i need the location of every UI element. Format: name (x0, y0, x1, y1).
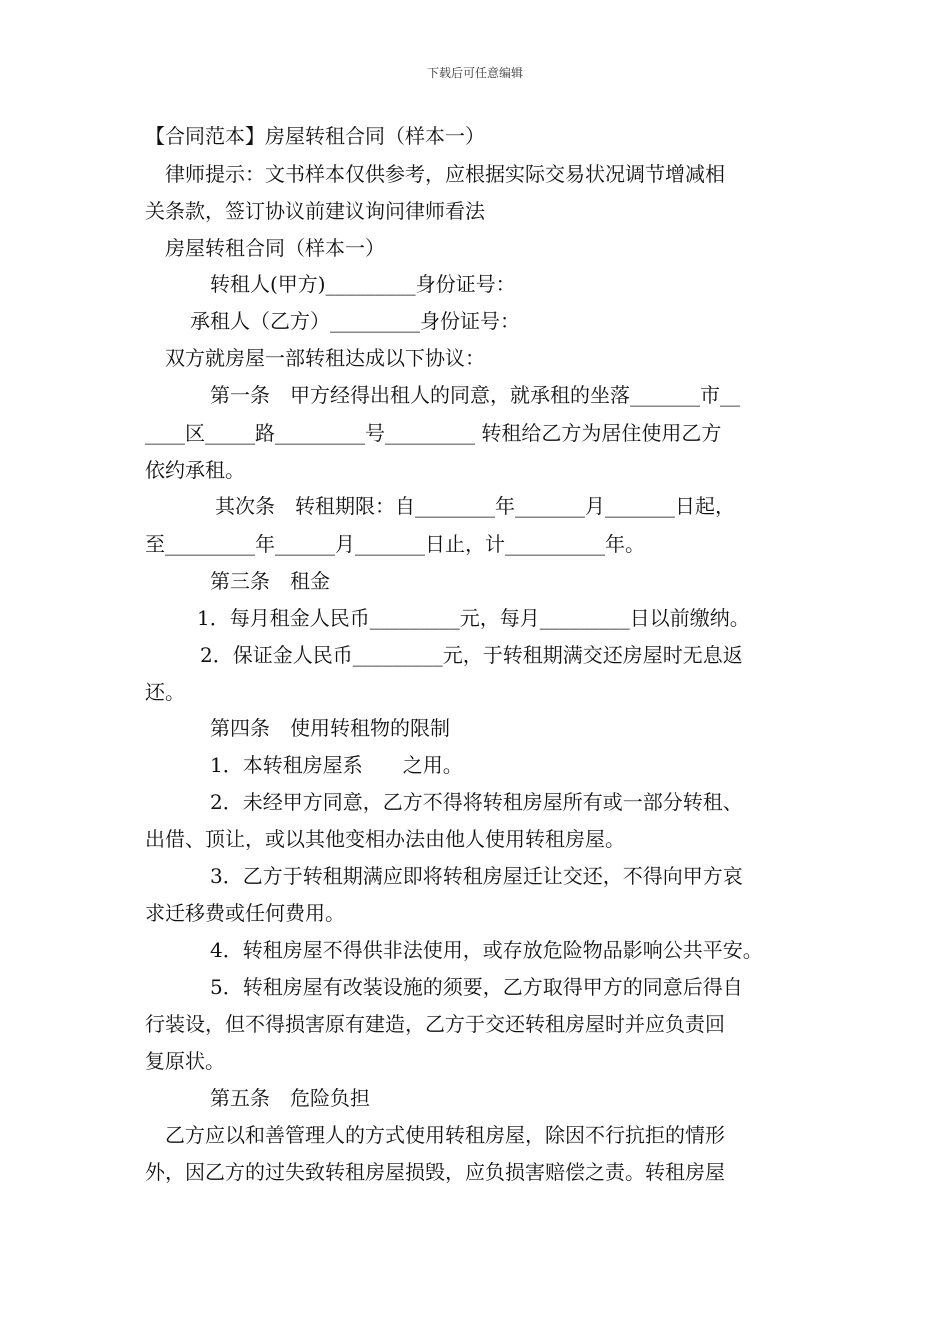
article-4-item-3-line-1: 3．乙方于转租期满应即将转租房屋迁让交还，不得向甲方哀 (210, 864, 743, 888)
article-4-item-2-line-2: 出借、顶让，或以其他变相办法由他人使用转租房屋。 (145, 827, 625, 851)
article-4-item-1: 1．本转租房屋系 之用。 (210, 753, 463, 777)
article-1-line-3: 依约承租。 (145, 458, 245, 482)
article-1-line-1: 第一条 甲方经得出租人的同意，就承租的坐落_______市__ (210, 383, 740, 407)
lawyer-tip-line-1: 律师提示：文书样本仅供参考，应根据实际交易状况调节增减相 (165, 162, 725, 186)
party-a-line: 转租人(甲方)_________身份证号： (210, 272, 516, 296)
article-5-line-1: 乙方应以和善管理人的方式使用转租房屋，除因不行抗拒的情形 (165, 1123, 725, 1147)
article-2-line-2: 至_________年______月_______日止，计__________年。 (145, 532, 645, 556)
document-title: 【合同范本】房屋转租合同（样本一） (145, 124, 485, 148)
article-4-item-5-line-2: 行装设，但不得损害原有建造，乙方于交还转租房屋时并应负责回 (145, 1012, 725, 1036)
article-1-line-2: ____区_____路_________号_________ 转租给乙方为居住使用乙方 (145, 421, 722, 445)
article-4-item-2-line-1: 2．未经甲方同意，乙方不得将转租房屋所有或一部分转租、 (210, 790, 743, 814)
article-4-item-5-line-3: 复原状。 (145, 1049, 225, 1073)
article-4-item-5-line-1: 5．转租房屋有改装设施的须要，乙方取得甲方的同意后得自 (210, 975, 743, 999)
article-3-item-2-line-1: 2．保证金人民币_________元，于转租期满交还房屋时无息返 (200, 643, 743, 667)
contract-subtitle: 房屋转租合同（样本一） (165, 236, 385, 260)
article-5-line-2: 外，因乙方的过失致转租房屋损毁，应负损害赔偿之责。转租房屋 (145, 1160, 725, 1184)
article-3-item-2-line-2: 还。 (145, 680, 185, 704)
article-3-item-1: 1．每月租金人民币_________元，每月_________日以前缴纳。 (197, 606, 750, 630)
agreement-intro: 双方就房屋一部转租达成以下协议： (165, 346, 485, 370)
article-4-item-4: 4．转租房屋不得供非法使用，或存放危险物品影响公共平安。 (210, 938, 763, 962)
party-b-line: 承租人（乙方）_________身份证号： (190, 309, 520, 333)
header-note: 下载后可任意编辑 (426, 66, 523, 80)
lawyer-tip-line-2: 关条款，签订协议前建议询问律师看法 (145, 199, 485, 223)
article-4-title: 第四条 使用转租物的限制 (210, 716, 450, 740)
article-5-title: 第五条 危险负担 (210, 1086, 370, 1110)
article-4-item-3-line-2: 求迁移费或任何费用。 (145, 901, 345, 925)
article-3-title: 第三条 租金 (210, 569, 330, 593)
article-2-line-1: 其次条 转租期限：自________年_______月_______日起， (215, 494, 735, 518)
